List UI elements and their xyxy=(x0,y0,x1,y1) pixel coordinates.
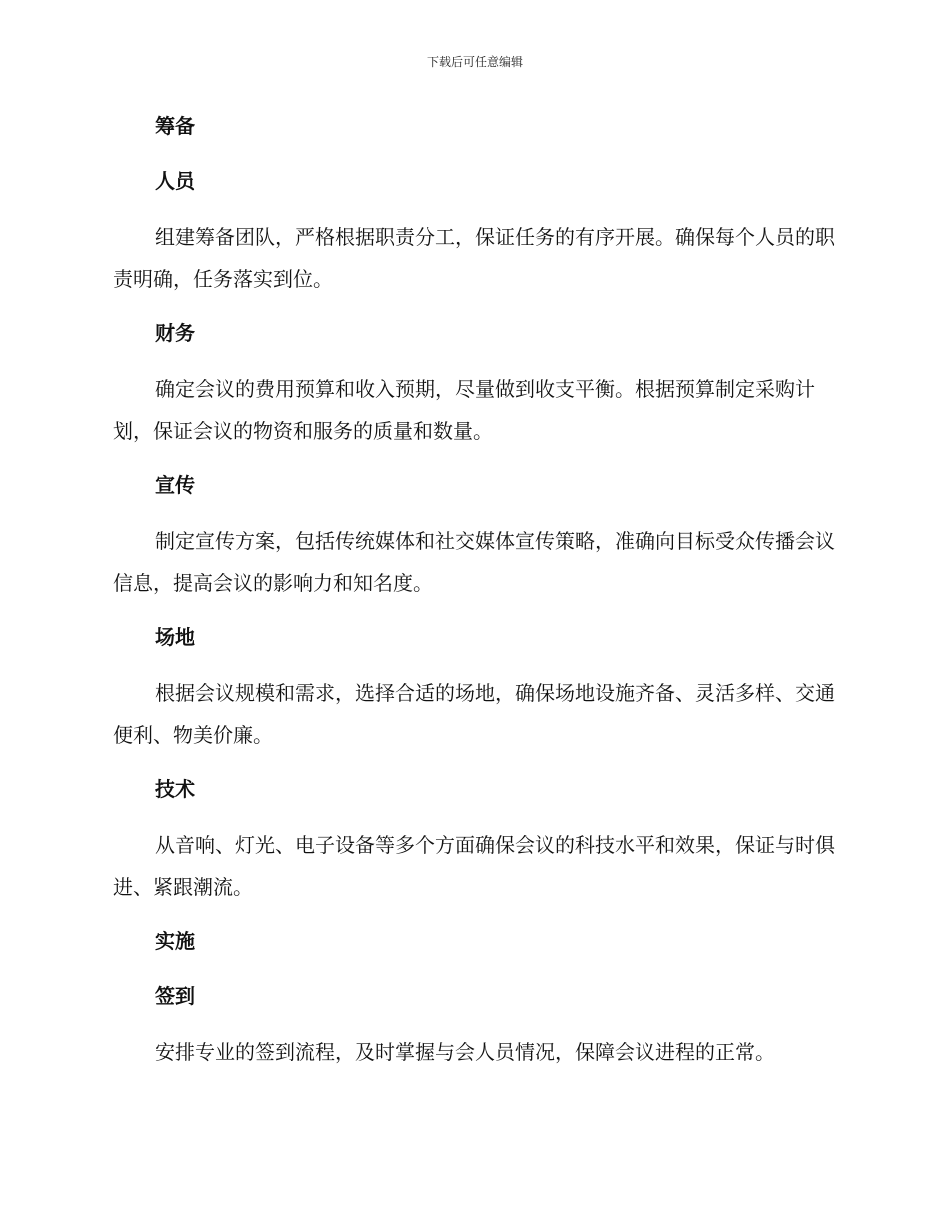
paragraph-finance: 确定会议的费用预算和收入预期，尽量做到收支平衡。根据预算制定采购计划，保证会议的物资和服务的质量和数量。 xyxy=(113,377,815,443)
section-heading-finance: 财务 xyxy=(155,321,195,345)
section-heading-implementation: 实施 xyxy=(155,929,195,953)
section-heading-personnel: 人员 xyxy=(155,169,195,193)
page-header-note: 下载后可任意编辑 xyxy=(426,55,523,69)
section-heading-check-in: 签到 xyxy=(155,984,195,1008)
paragraph-check-in: 安排专业的签到流程，及时掌握与会人员情况，保障会议进程的正常。 xyxy=(155,1040,775,1064)
paragraph-personnel: 组建筹备团队，严格根据职责分工，保证任务的有序开展。确保每个人员的职责明确，任务落实到位。 xyxy=(113,225,835,291)
section-heading-preparation: 筹备 xyxy=(155,114,195,138)
section-heading-technology: 技术 xyxy=(155,777,195,801)
paragraph-publicity: 制定宣传方案，包括传统媒体和社交媒体宣传策略，准确向目标受众传播会议信息，提高会议的影响力和知名度。 xyxy=(113,529,835,595)
paragraph-technology: 从音响、灯光、电子设备等多个方面确保会议的科技水平和效果，保证与时俱进、紧跟潮流。 xyxy=(113,833,835,899)
paragraph-venue: 根据会议规模和需求，选择合适的场地，确保场地设施齐备、灵活多样、交通便利、物美价廉。 xyxy=(113,681,835,747)
section-heading-publicity: 宣传 xyxy=(155,473,195,497)
section-heading-venue: 场地 xyxy=(155,625,195,649)
